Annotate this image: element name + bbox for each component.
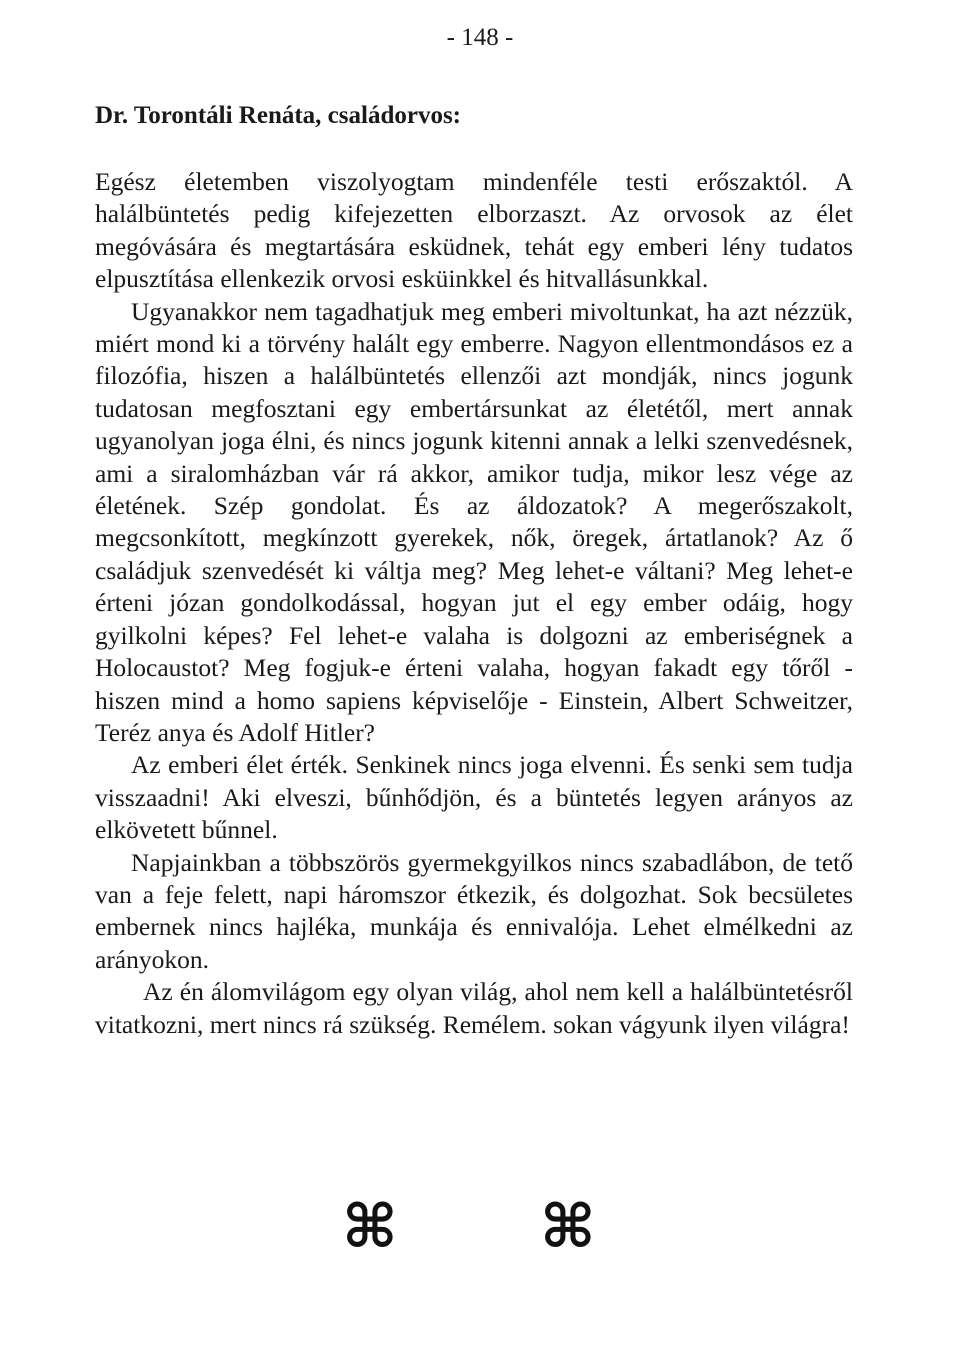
body-text [95,166,853,1041]
paragraph-4: Napjainkban a többszörös gyermekgyilkos nincs szabadlábon, de tető van a feje felett, napi háromszor étkezik, és dolgozhat. Sok becsületes embernek nincs hajléka, munkája és ennivalója. Lehet elmélkedni az arányokon. [95,847,853,974]
paragraph-2: Ugyanakkor nem tagadhatjuk meg emberi mivoltunkat, ha azt nézzük, miért mond ki a törvény halált egy emberre. Nagyon ellentmondásos ez a filozófia, hiszen a halálbüntetés ellenzői azt mondják, nincs jogunk tudatosan megfosztani egy embertársunkat az életétől, mert annak ugyanolyan joga élni, és nincs jogunk kitenni annak a lelki szenvedésnek, ami a siralomházban vár rá akkor, amikor tudja, mikor lesz vége az életének. Szép gondolat. És az áldozatok? A megerőszakolt, megcsonkított, megkínzott gyerekek, nők, öregek, ártatlanok? Az ő családjuk szenvedését ki váltja meg? Meg lehet-e váltani? Meg lehet-e érteni józan gondolkodással, hogyan jut el egy ember odáig, hogy gyilkolni képes? Fel lehet-e valaha is dolgozni az emberiségnek a Holocaustot? Meg fogjuk-e érteni valaha, hogyan fakadt egy tőről - hiszen mind a homo sapiens képviselője - Einstein, Albert Schweitzer, Teréz anya és Adolf Hitler? [95,296,853,747]
closing-ornaments [0,1192,960,1262]
page-number: - 148 - [446,24,514,51]
paragraph-1: Egész életemben viszolyogtam mindenféle testi erőszaktól. A halálbüntetés pedig kifejezetten elborzaszt. Az orvosok az élet megóvására és megtartására esküdnek, tehát egy emberi lény tudatos elpusztítása ellenkezik orvosi esküinkkel és hitvallásunkkal. [95,167,853,294]
command-symbol-icon-left: ⌘ [342,1192,398,1262]
section-heading: Dr. Torontáli Renáta, családorvos: [95,102,462,129]
paragraph-3: Az emberi élet érték. Senkinek nincs joga elvenni. És senki sem tudja visszaadni! Aki elveszi, bűnhődjön, és a büntetés legyen arányos az elkövetett bűnnel. [95,750,853,845]
command-symbol-icon-right: ⌘ [540,1192,596,1262]
paragraph-5: Az én álomvilágom egy olyan világ, ahol nem kell a halálbüntetésről vitatkozni, mert nincs rá szükség. Remélem. sokan vágyunk ilyen világra! [95,977,853,1039]
